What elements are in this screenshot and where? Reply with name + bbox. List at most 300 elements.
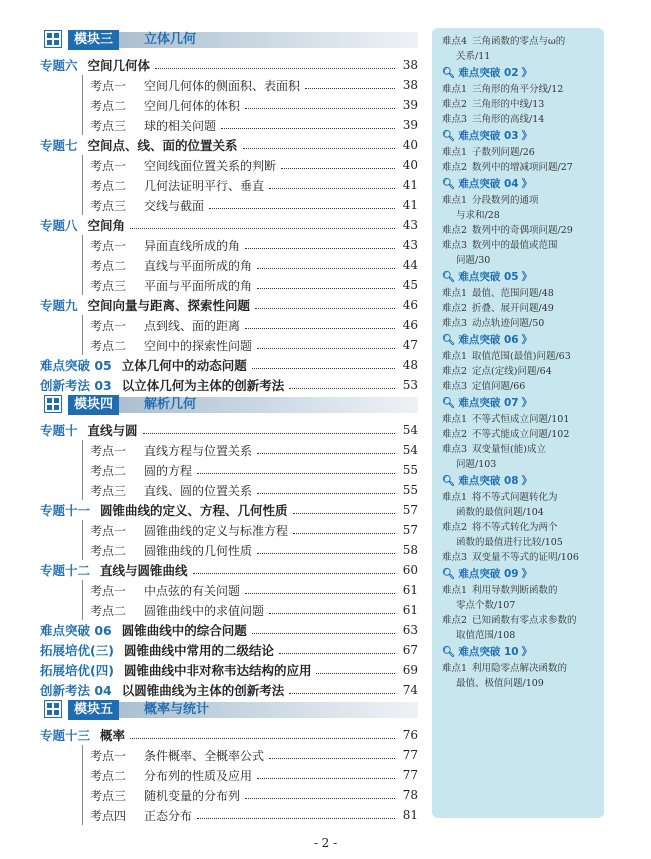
subtopic-title: 圆锥曲线中的求值问题 xyxy=(144,603,265,618)
subtopic-title: 几何法证明平行、垂直 xyxy=(144,178,265,193)
subtopic-entry[interactable] xyxy=(40,175,418,195)
topic-number: 专题八 xyxy=(40,218,78,233)
chevron-right-icon: 》 xyxy=(521,334,533,346)
nandian-label: 难点2 xyxy=(442,303,468,314)
nandian-heading-text: 难点突破 09 xyxy=(458,568,519,580)
nandian-heading-text: 难点突破 02 xyxy=(458,67,519,79)
kaodian-label: 考点二 xyxy=(90,463,127,478)
topic-title: 圆锥曲线的定义、方程、几何性质 xyxy=(100,503,288,518)
kaodian-label: 考点二 xyxy=(90,178,127,193)
leader-dots xyxy=(293,513,395,514)
page-ref: 63 xyxy=(402,623,418,637)
page-ref: 39 xyxy=(402,98,418,112)
page-ref: 78 xyxy=(402,788,418,802)
page-ref: 53 xyxy=(402,378,418,392)
nandian-item-continued: 与求和/28 xyxy=(456,210,500,221)
leader-dots xyxy=(305,88,395,89)
nandian-item[interactable] xyxy=(442,112,594,127)
page-ref: 38 xyxy=(402,58,418,72)
nandian-heading[interactable] xyxy=(442,129,594,144)
page-ref: 43 xyxy=(402,218,418,232)
topic-entry[interactable] xyxy=(40,420,418,440)
module-banner xyxy=(40,395,418,415)
nandian-heading-text: 难点突破 03 xyxy=(458,130,519,142)
search-icon: 🔍︎ xyxy=(442,130,456,142)
nandian-label: 难点1 xyxy=(442,288,468,299)
leader-dots xyxy=(269,613,395,614)
topic-number: 专题七 xyxy=(40,138,78,153)
nandian-label: 难点1 xyxy=(442,414,468,425)
kaodian-label: 考点三 xyxy=(90,483,127,498)
nandian-text: 不等式恒成立问题/101 xyxy=(472,414,570,425)
nandian-label: 难点1 xyxy=(442,351,468,362)
nandian-heading[interactable] xyxy=(442,645,594,660)
search-icon: 🔍︎ xyxy=(442,568,456,580)
nandian-text: 折叠、展开问题/49 xyxy=(472,303,554,314)
search-icon: 🔍︎ xyxy=(442,397,456,409)
chevron-right-icon: 》 xyxy=(521,130,533,142)
kaodian-label: 考点一 xyxy=(90,748,127,763)
leader-dots xyxy=(289,693,395,694)
page-ref: 67 xyxy=(402,643,418,657)
topic-number: 难点突破 05 xyxy=(40,358,112,373)
nandian-item-continued: 取值范围/108 xyxy=(456,630,516,641)
leader-dots xyxy=(279,653,395,654)
nandian-item[interactable] xyxy=(442,97,594,112)
nandian-text: 不等式能成立问题/102 xyxy=(472,429,570,440)
leader-dots xyxy=(257,553,395,554)
page-ref: 55 xyxy=(402,483,418,497)
subtopic-title: 点到线、面的距离 xyxy=(144,318,241,333)
toc-left-column xyxy=(40,30,418,825)
leader-dots xyxy=(257,778,395,779)
nandian-label: 难点2 xyxy=(442,615,468,626)
nandian-heading[interactable] xyxy=(442,270,594,285)
subtopic-entry[interactable] xyxy=(40,195,418,215)
subtopic-entry[interactable] xyxy=(40,95,418,115)
leader-dots xyxy=(257,288,395,289)
nandian-item-continued: 最值、极值问题/109 xyxy=(456,678,544,689)
subtopic-title: 中点弦的有关问题 xyxy=(144,583,241,598)
subtopic-title: 异面直线所成的角 xyxy=(144,238,241,253)
nandian-heading-text: 难点突破 07 xyxy=(458,397,519,409)
nandian-label: 难点1 xyxy=(442,492,468,503)
topic-entry[interactable] xyxy=(40,620,418,640)
page-ref: 74 xyxy=(402,683,418,697)
subtopic-title: 条件概率、全概率公式 xyxy=(144,748,265,763)
topic-title: 以立体几何为主体的创新考法 xyxy=(121,378,285,393)
nandian-text: 数列中的增减项问题/27 xyxy=(472,162,573,173)
topic-entry[interactable] xyxy=(40,135,418,155)
topic-title: 空间几何体 xyxy=(87,58,151,73)
page-ref: 54 xyxy=(402,443,418,457)
grid-icon xyxy=(44,700,62,718)
nandian-text: 双变量不等式的证明/106 xyxy=(472,552,579,563)
module-title: 概率与统计 xyxy=(144,702,210,717)
leader-dots xyxy=(143,433,395,434)
kaodian-label: 考点一 xyxy=(90,238,127,253)
subtopic-entry[interactable] xyxy=(40,785,418,805)
nandian-heading[interactable] xyxy=(442,396,594,411)
topic-entry[interactable] xyxy=(40,375,418,395)
page-ref: 54 xyxy=(402,423,418,437)
nandian-item[interactable] xyxy=(442,193,594,208)
page-ref: 48 xyxy=(402,358,418,372)
subtopic-title: 圆的方程 xyxy=(144,463,193,478)
module-tag: 模块五 xyxy=(68,700,119,720)
leader-dots xyxy=(130,228,395,229)
nandian-text: 将不等式转化为两个 xyxy=(472,522,558,533)
kaodian-label: 考点二 xyxy=(90,98,127,113)
subtopic-title: 空间中的探索性问题 xyxy=(144,338,253,353)
module-banner xyxy=(40,30,418,50)
nandian-item[interactable] xyxy=(442,145,594,160)
subtopic-title: 交线与截面 xyxy=(144,198,205,213)
leader-dots xyxy=(197,473,395,474)
topic-entry[interactable] xyxy=(40,725,418,745)
topic-title: 以圆锥曲线为主体的创新考法 xyxy=(121,683,285,698)
page-ref: 46 xyxy=(402,298,418,312)
leader-dots xyxy=(257,453,395,454)
nandian-heading-text: 难点突破 04 xyxy=(458,178,519,190)
banner-bar xyxy=(68,397,418,413)
page-ref: 58 xyxy=(402,543,418,557)
search-icon: 🔍︎ xyxy=(442,271,456,283)
chevron-right-icon: 》 xyxy=(521,475,533,487)
nandian-item[interactable] xyxy=(442,583,594,598)
chevron-right-icon: 》 xyxy=(521,271,533,283)
subtopic-title: 直线、圆的位置关系 xyxy=(144,483,253,498)
nandian-label: 难点3 xyxy=(442,114,468,125)
subtopic-entry[interactable] xyxy=(40,255,418,275)
leader-dots xyxy=(155,68,395,69)
leader-dots xyxy=(245,798,395,799)
nandian-item[interactable] xyxy=(442,427,594,442)
nandian-label: 难点4 xyxy=(442,36,468,47)
nandian-label: 难点2 xyxy=(442,162,468,173)
topic-entry[interactable] xyxy=(40,560,418,580)
nandian-heading[interactable] xyxy=(442,567,594,582)
module-tag: 模块三 xyxy=(68,30,119,50)
page-ref: 76 xyxy=(402,728,418,742)
subtopic-title: 平面与平面所成的角 xyxy=(144,278,253,293)
subtopic-entry[interactable] xyxy=(40,75,418,95)
page-ref: 81 xyxy=(402,808,418,822)
subtopic-entry[interactable] xyxy=(40,460,418,480)
chevron-right-icon: 》 xyxy=(521,568,533,580)
leader-dots xyxy=(269,188,395,189)
module-tag: 模块四 xyxy=(68,395,119,415)
topic-number: 专题九 xyxy=(40,298,78,313)
leader-dots xyxy=(245,593,395,594)
nandian-text: 三角函数的零点与ω的 xyxy=(472,36,566,47)
subtopic-entry[interactable] xyxy=(40,520,418,540)
nandian-item[interactable] xyxy=(442,412,594,427)
topic-entry[interactable] xyxy=(40,500,418,520)
nandian-item[interactable] xyxy=(442,238,594,253)
grid-icon xyxy=(44,395,62,413)
banner-bar xyxy=(68,702,418,718)
topic-entry[interactable] xyxy=(40,640,418,660)
nandian-label: 难点2 xyxy=(442,366,468,377)
leader-dots xyxy=(281,168,395,169)
search-icon: 🔍︎ xyxy=(442,67,456,79)
nandian-heading-text: 难点突破 08 xyxy=(458,475,519,487)
nandian-label: 难点3 xyxy=(442,381,468,392)
subtopic-title: 圆锥曲线的几何性质 xyxy=(144,543,253,558)
nandian-item[interactable] xyxy=(442,520,594,535)
chevron-right-icon: 》 xyxy=(521,178,533,190)
page-ref: 40 xyxy=(402,138,418,152)
nandian-item-continued: 零点个数/107 xyxy=(456,600,516,611)
kaodian-label: 考点一 xyxy=(90,318,127,333)
nandian-item[interactable] xyxy=(442,316,594,331)
topic-entry[interactable] xyxy=(40,660,418,680)
toc-right-panel xyxy=(432,28,604,818)
topic-entry[interactable] xyxy=(40,680,418,700)
page-ref: 38 xyxy=(402,78,418,92)
nandian-item[interactable] xyxy=(442,82,594,97)
leader-dots xyxy=(209,208,395,209)
kaodian-label: 考点三 xyxy=(90,118,127,133)
nandian-heading-text: 难点突破 10 xyxy=(458,646,519,658)
kaodian-label: 考点三 xyxy=(90,198,127,213)
module-banner xyxy=(40,700,418,720)
leader-dots xyxy=(293,533,395,534)
nandian-item-continued: 函数的最值进行比较/105 xyxy=(456,537,563,548)
leader-dots xyxy=(243,148,395,149)
module-title: 立体几何 xyxy=(144,32,197,47)
chevron-right-icon: 》 xyxy=(521,646,533,658)
nandian-text: 三角形的中线/13 xyxy=(472,99,545,110)
chevron-right-icon: 》 xyxy=(521,67,533,79)
topic-number: 拓展培优(三) xyxy=(40,643,114,658)
page-ref: 44 xyxy=(402,258,418,272)
nandian-label: 难点1 xyxy=(442,585,468,596)
topic-title: 空间角 xyxy=(87,218,126,233)
grid-icon xyxy=(44,30,62,48)
subtopic-entry[interactable] xyxy=(40,440,418,460)
topic-number: 难点突破 06 xyxy=(40,623,112,638)
nandian-item[interactable] xyxy=(442,613,594,628)
nandian-text: 数列中的奇偶项问题/29 xyxy=(472,225,573,236)
subtopic-title: 直线方程与位置关系 xyxy=(144,443,253,458)
topic-title: 直线与圆锥曲线 xyxy=(100,563,188,578)
leader-dots xyxy=(193,573,395,574)
page-ref: 41 xyxy=(402,178,418,192)
leader-dots xyxy=(245,248,395,249)
topic-title: 立体几何中的动态问题 xyxy=(121,358,247,373)
nandian-heading[interactable] xyxy=(442,474,594,489)
subtopic-title: 直线与平面所成的角 xyxy=(144,258,253,273)
nandian-label: 难点3 xyxy=(442,444,468,455)
leader-dots xyxy=(257,493,395,494)
kaodian-label: 考点二 xyxy=(90,603,127,618)
search-icon: 🔍︎ xyxy=(442,475,456,487)
nandian-text: 双变量恒(能)成立 xyxy=(472,444,546,455)
nandian-text: 最值、范围问题/48 xyxy=(472,288,554,299)
subtopic-entry[interactable] xyxy=(40,745,418,765)
page-ref: 45 xyxy=(402,278,418,292)
subtopic-entry[interactable] xyxy=(40,335,418,355)
nandian-item-continued: 问题/30 xyxy=(456,255,491,266)
nandian-text: 动点轨迹问题/50 xyxy=(472,318,545,329)
nandian-label: 难点3 xyxy=(442,318,468,329)
subtopic-title: 随机变量的分布列 xyxy=(144,788,241,803)
kaodian-label: 考点三 xyxy=(90,278,127,293)
nandian-item[interactable] xyxy=(442,160,594,175)
leader-dots xyxy=(245,108,395,109)
subtopic-entry[interactable] xyxy=(40,275,418,295)
nandian-heading[interactable] xyxy=(442,177,594,192)
topic-title: 圆锥曲线中常用的二级结论 xyxy=(123,643,274,658)
nandian-text: 利用隐零点解决函数的 xyxy=(472,663,568,674)
topic-number: 创新考法 04 xyxy=(40,683,112,698)
nandian-label: 难点1 xyxy=(442,147,468,158)
nandian-label: 难点2 xyxy=(442,99,468,110)
subtopic-title: 正态分布 xyxy=(144,808,193,823)
nandian-heading-text: 难点突破 06 xyxy=(458,334,519,346)
chevron-right-icon: 》 xyxy=(521,397,533,409)
topic-entry[interactable] xyxy=(40,295,418,315)
leader-dots xyxy=(197,818,395,819)
page-ref: 40 xyxy=(402,158,418,172)
kaodian-label: 考点二 xyxy=(90,338,127,353)
nandian-text: 将不等式问题转化为 xyxy=(472,492,558,503)
page-ref: 46 xyxy=(402,318,418,332)
nandian-item[interactable] xyxy=(442,379,594,394)
nandian-text: 三角形的高线/14 xyxy=(472,114,545,125)
nandian-item[interactable] xyxy=(442,301,594,316)
nandian-label: 难点1 xyxy=(442,195,468,206)
page-ref: 61 xyxy=(402,603,418,617)
nandian-label: 难点2 xyxy=(442,429,468,440)
topic-number: 专题十二 xyxy=(40,563,91,578)
subtopic-entry[interactable] xyxy=(40,540,418,560)
nandian-label: 难点3 xyxy=(442,240,468,251)
nandian-item[interactable] xyxy=(442,490,594,505)
page-ref: 69 xyxy=(402,663,418,677)
nandian-item[interactable] xyxy=(442,550,594,565)
banner-bar xyxy=(68,32,418,48)
module-title: 解析几何 xyxy=(144,397,197,412)
kaodian-label: 考点四 xyxy=(90,808,127,823)
nandian-text: 定值问题/66 xyxy=(472,381,526,392)
topic-title: 圆锥曲线中的综合问题 xyxy=(121,623,247,638)
topic-number: 专题十三 xyxy=(40,728,91,743)
topic-title: 圆锥曲线中非对称韦达结构的应用 xyxy=(123,663,312,678)
nandian-label: 难点2 xyxy=(442,225,468,236)
page-ref: 60 xyxy=(402,563,418,577)
kaodian-label: 考点二 xyxy=(90,543,127,558)
subtopic-entry[interactable] xyxy=(40,155,418,175)
nandian-item-continued: 关系/11 xyxy=(456,51,491,62)
page-ref: 47 xyxy=(402,338,418,352)
nandian-heading[interactable] xyxy=(442,66,594,81)
subtopic-title: 空间几何体的体积 xyxy=(144,98,241,113)
topic-title: 概率 xyxy=(100,728,126,743)
subtopic-title: 空间几何体的侧面积、表面积 xyxy=(144,78,301,93)
search-icon: 🔍︎ xyxy=(442,646,456,658)
page-ref: 41 xyxy=(402,198,418,212)
topic-number: 拓展培优(四) xyxy=(40,663,114,678)
nandian-text: 数列中的最值或范围 xyxy=(472,240,558,251)
nandian-text: 定点(定线)问题/64 xyxy=(472,366,552,377)
page-ref: 77 xyxy=(402,748,418,762)
subtopic-entry[interactable] xyxy=(40,580,418,600)
nandian-item[interactable] xyxy=(442,349,594,364)
topic-number: 专题十 xyxy=(40,423,78,438)
topic-entry[interactable] xyxy=(40,55,418,75)
topic-number: 专题十一 xyxy=(40,503,91,518)
topic-entry[interactable] xyxy=(40,355,418,375)
nandian-item-continued: 问题/103 xyxy=(456,459,497,470)
subtopic-title: 空间线面位置关系的判断 xyxy=(144,158,277,173)
kaodian-label: 考点一 xyxy=(90,583,127,598)
page-ref: 57 xyxy=(402,523,418,537)
page-number: - 2 - xyxy=(313,836,338,850)
subtopic-entry[interactable] xyxy=(40,600,418,620)
nandian-label: 难点3 xyxy=(442,552,468,563)
nandian-label: 难点2 xyxy=(442,522,468,533)
subtopic-entry[interactable] xyxy=(40,805,418,825)
topic-number: 专题六 xyxy=(40,58,78,73)
subtopic-entry[interactable] xyxy=(40,480,418,500)
nandian-label: 难点1 xyxy=(442,84,468,95)
nandian-item[interactable] xyxy=(442,364,594,379)
page-ref: 55 xyxy=(402,463,418,477)
page-ref: 57 xyxy=(402,503,418,517)
search-icon: 🔍︎ xyxy=(442,178,456,190)
subtopic-entry[interactable] xyxy=(40,765,418,785)
leader-dots xyxy=(255,308,395,309)
nandian-label: 难点1 xyxy=(442,663,468,674)
leader-dots xyxy=(221,128,395,129)
nandian-item[interactable] xyxy=(442,286,594,301)
page-ref: 61 xyxy=(402,583,418,597)
nandian-heading-text: 难点突破 05 xyxy=(458,271,519,283)
kaodian-label: 考点二 xyxy=(90,258,127,273)
topic-title: 空间点、线、面的位置关系 xyxy=(87,138,238,153)
kaodian-label: 考点一 xyxy=(90,78,127,93)
kaodian-label: 考点一 xyxy=(90,523,127,538)
nandian-item[interactable] xyxy=(442,442,594,457)
leader-dots xyxy=(257,268,395,269)
subtopic-entry[interactable] xyxy=(40,235,418,255)
subtopic-entry[interactable] xyxy=(40,315,418,335)
nandian-heading[interactable] xyxy=(442,333,594,348)
leader-dots xyxy=(252,633,395,634)
subtopic-title: 分布列的性质及应用 xyxy=(144,768,253,783)
subtopic-title: 球的相关问题 xyxy=(144,118,217,133)
nandian-item-continued: 函数的最值问题/104 xyxy=(456,507,544,518)
topic-number: 创新考法 03 xyxy=(40,378,112,393)
leader-dots xyxy=(316,673,395,674)
search-icon: 🔍︎ xyxy=(442,334,456,346)
leader-dots xyxy=(257,348,395,349)
nandian-item[interactable] xyxy=(442,223,594,238)
nandian-item[interactable] xyxy=(442,34,594,49)
topic-title: 直线与圆 xyxy=(87,423,138,438)
leader-dots xyxy=(130,738,395,739)
leader-dots xyxy=(245,328,395,329)
kaodian-label: 考点三 xyxy=(90,788,127,803)
subtopic-entry[interactable] xyxy=(40,115,418,135)
topic-title: 空间向量与距离、探索性问题 xyxy=(87,298,251,313)
nandian-text: 分段数列的通项 xyxy=(472,195,539,206)
nandian-item[interactable] xyxy=(442,661,594,676)
topic-entry[interactable] xyxy=(40,215,418,235)
